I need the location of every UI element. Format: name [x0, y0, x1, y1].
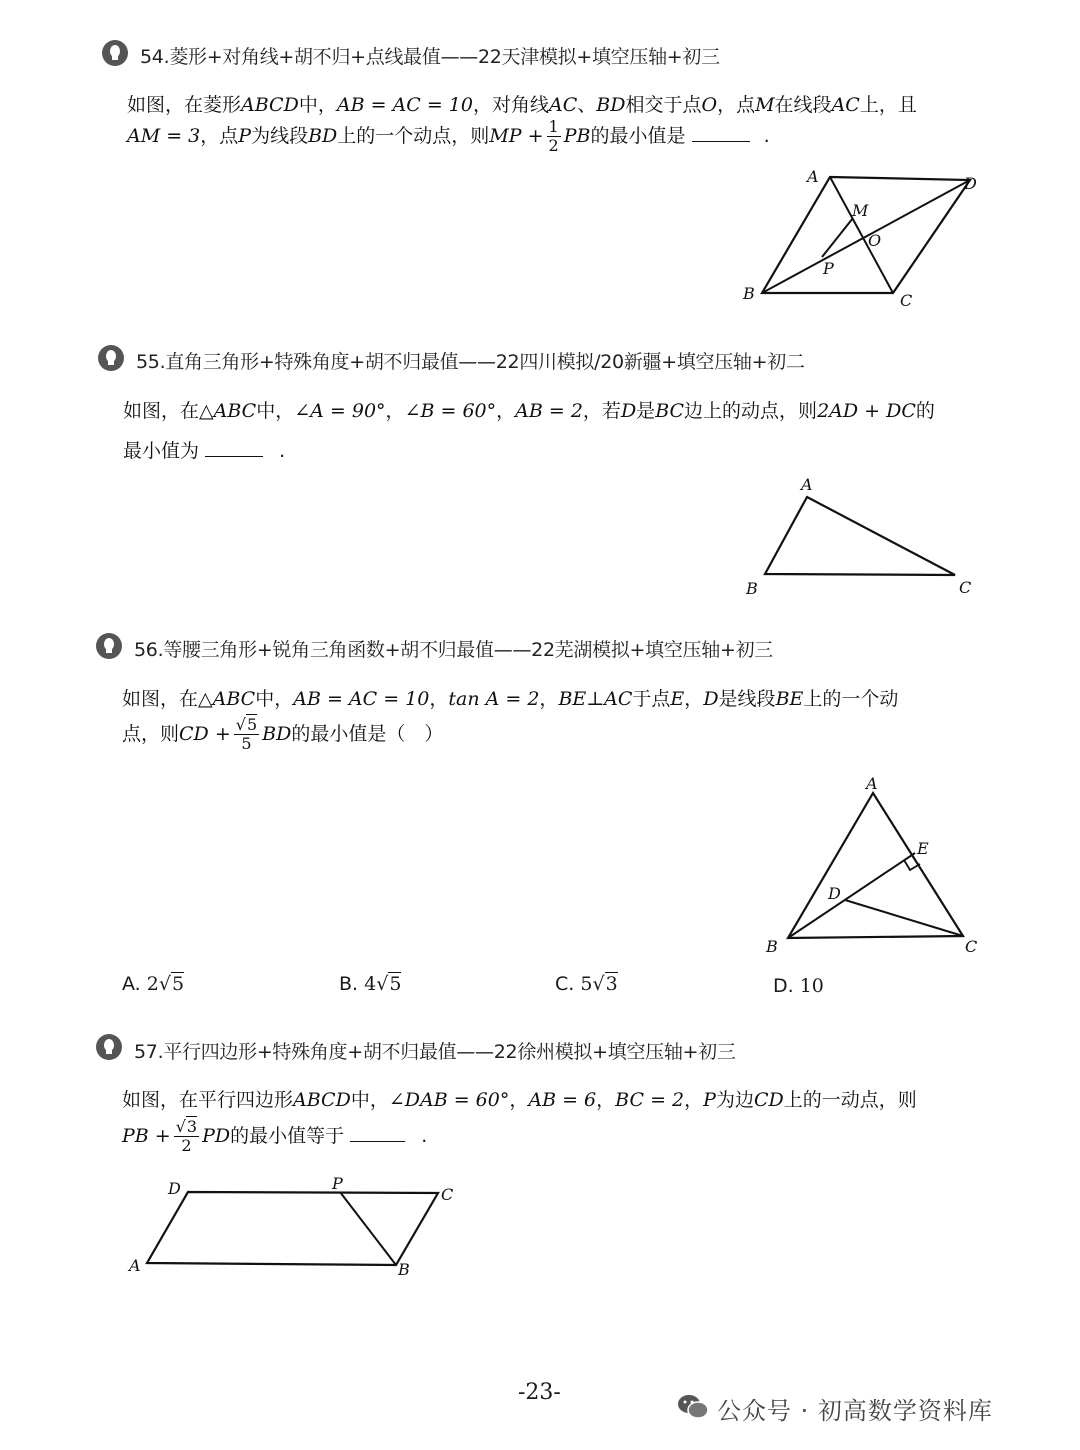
- isosceles-triangle-figure: [755, 770, 990, 960]
- math: AC: [831, 94, 860, 116]
- option-coefficient: 4: [364, 973, 377, 995]
- math: MP +: [489, 125, 544, 147]
- page-number: -23-: [518, 1380, 561, 1405]
- math: tan A = 2: [448, 688, 540, 710]
- math: PB: [563, 125, 591, 147]
- problem-55-text-line2: [123, 436, 285, 463]
- problem-54-text-line1: [127, 90, 917, 117]
- problem-bullet-icon: [98, 345, 124, 371]
- math: CD +: [179, 723, 231, 745]
- option-d[interactable]: [773, 975, 824, 997]
- math: 2AD + DC: [817, 400, 916, 422]
- text: 的: [915, 400, 935, 422]
- math: ABCD: [241, 94, 299, 116]
- radical-sign: √: [592, 973, 605, 995]
- math: ∠A = 90°: [294, 400, 386, 422]
- math: BE⊥AC: [558, 688, 633, 710]
- point-label-p: P: [332, 1174, 343, 1193]
- vertex-label-c: C: [959, 578, 972, 597]
- math: PB +: [122, 1125, 171, 1147]
- problem-54-heading: 54.菱形+对角线+胡不归+点线最值——22天津模拟+填空压轴+初三: [140, 46, 720, 68]
- math: AB = AC = 10: [336, 94, 473, 116]
- vertex-label-c: C: [900, 291, 913, 310]
- text: 上的一个动点，则: [337, 125, 490, 147]
- parallelogram-figure: [120, 1170, 465, 1285]
- text: 是: [636, 400, 656, 422]
- problem-54-text-line2: [127, 118, 770, 155]
- option-letter: D.: [773, 975, 794, 997]
- text: 中，: [256, 400, 295, 422]
- point-label-o: O: [868, 231, 882, 250]
- text: 为边: [715, 1089, 754, 1111]
- math: M: [755, 94, 775, 116]
- vertex-label-d: D: [964, 174, 977, 193]
- vertex-label-a: A: [129, 1256, 141, 1275]
- math: O: [701, 94, 718, 116]
- fraction: [234, 716, 259, 753]
- fraction-numerator: [234, 716, 259, 735]
- text: 最小值为: [123, 440, 200, 462]
- text: .: [421, 1125, 428, 1147]
- text: ，: [539, 688, 559, 710]
- option-letter: C.: [555, 973, 575, 995]
- point-label-d: D: [828, 884, 841, 903]
- radicand: 5: [171, 973, 185, 995]
- text: 如图，在△: [122, 688, 213, 710]
- text: .: [279, 440, 286, 462]
- math: AM = 3: [127, 125, 201, 147]
- vertex-label-a: A: [866, 774, 878, 793]
- radical-sign: √: [235, 715, 246, 734]
- watermark-text: 公众号 · 初高数学资料库: [717, 1397, 993, 1425]
- problem-57-text-line1: [122, 1085, 917, 1112]
- vertex-label-b: B: [398, 1260, 410, 1279]
- math: AB = AC = 10: [293, 688, 430, 710]
- text: ，: [596, 1089, 616, 1111]
- math: PD: [202, 1125, 231, 1147]
- text: ，: [509, 1089, 529, 1111]
- text: 、: [577, 94, 597, 116]
- text: ，对角线: [472, 94, 549, 116]
- problem-56-heading: 56.等腰三角形+锐角三角函数+胡不归最值——22芜湖模拟+填空压轴+初三: [134, 639, 773, 661]
- text: 如图，在平行四边形: [122, 1089, 294, 1111]
- text: 是线段: [718, 688, 776, 710]
- text: 上，且: [859, 94, 917, 116]
- text: ，: [684, 1089, 704, 1111]
- vertex-label-c: C: [965, 937, 978, 956]
- fraction-numerator: 1: [548, 117, 559, 136]
- problem-55-text-line1: [123, 396, 935, 423]
- text: 中，: [255, 688, 294, 710]
- math: BD: [596, 94, 626, 116]
- radical-sign: √: [175, 1117, 186, 1136]
- option-b[interactable]: [339, 973, 401, 995]
- option-c[interactable]: [555, 973, 618, 995]
- math: E: [670, 688, 685, 710]
- text: ，若: [582, 400, 621, 422]
- text: 的最小值等于: [230, 1125, 345, 1147]
- math: BC = 2: [615, 1089, 685, 1111]
- text: 如图，在菱形: [127, 94, 242, 116]
- math: BE: [775, 688, 804, 710]
- radical-sign: √: [158, 973, 171, 995]
- math: P: [238, 125, 252, 147]
- math: ∠DAB = 60°: [388, 1089, 510, 1111]
- point-label-e: E: [917, 839, 929, 858]
- vertex-label-a: A: [801, 475, 813, 494]
- option-coefficient: 2: [146, 973, 159, 995]
- math: BC: [655, 400, 685, 422]
- text: 中，: [350, 1089, 389, 1111]
- text: 上的一个动: [803, 688, 899, 710]
- text: 于点: [632, 688, 671, 710]
- text: 中，: [298, 94, 337, 116]
- fraction: [174, 1118, 199, 1155]
- math: CD: [753, 1089, 784, 1111]
- problem-57-heading: 57.平行四边形+特殊角度+胡不归最值——22徐州模拟+填空压轴+初三: [134, 1041, 736, 1063]
- text: .: [763, 125, 770, 147]
- vertex-label-a: A: [807, 167, 819, 186]
- math: BD: [308, 125, 338, 147]
- math: ABCD: [293, 1089, 351, 1111]
- option-letter: B.: [339, 973, 359, 995]
- math: ABC: [212, 688, 256, 710]
- answer-blank: [350, 1141, 405, 1142]
- wechat-icon: [676, 1392, 710, 1422]
- math: D: [620, 400, 637, 422]
- problem-bullet-icon: [102, 40, 128, 66]
- text: 为线段: [251, 125, 309, 147]
- math: ABC: [213, 400, 257, 422]
- point-label-m: M: [852, 201, 869, 220]
- point-label-p: P: [823, 259, 834, 278]
- vertex-label-d: D: [168, 1179, 181, 1198]
- text: 相交于点: [625, 94, 702, 116]
- problem-57-text-line2: [122, 1118, 427, 1155]
- vertex-label-c: C: [441, 1185, 454, 1204]
- fraction-denominator: 2: [548, 136, 559, 155]
- radicand: 3: [186, 1117, 198, 1136]
- vertex-label-b: B: [743, 284, 755, 303]
- text: 的最小值是: [590, 125, 686, 147]
- radicand: 3: [605, 973, 618, 995]
- option-a[interactable]: [122, 973, 184, 995]
- problem-55-heading: 55.直角三角形+特殊角度+胡不归最值——22四川模拟/20新疆+填空压轴+初二: [136, 351, 805, 373]
- math: AB = 2: [515, 400, 583, 422]
- text: 上的一动点，则: [783, 1089, 917, 1111]
- math: BD: [262, 723, 292, 745]
- problem-bullet-icon: [96, 633, 122, 659]
- text: 的最小值是（ ）: [291, 723, 444, 745]
- math: D: [703, 688, 719, 710]
- text: 点，则: [122, 723, 180, 745]
- answer-blank: [205, 456, 263, 457]
- option-coefficient: 10: [799, 975, 824, 997]
- text: 边上的动点，则: [684, 400, 818, 422]
- problem-56-text-line1: [122, 684, 898, 711]
- text: ，: [496, 400, 516, 422]
- vertex-label-b: B: [746, 579, 758, 598]
- math: P: [703, 1089, 716, 1111]
- radical-sign: √: [376, 973, 389, 995]
- right-triangle-figure: [740, 470, 985, 600]
- rhombus-figure: [740, 165, 990, 310]
- text: ，: [684, 688, 704, 710]
- text: ，点: [200, 125, 239, 147]
- problem-56-text-line2: [122, 716, 443, 753]
- math: ∠B = 60°: [404, 400, 497, 422]
- text: 在线段: [774, 94, 832, 116]
- text: ，点: [717, 94, 756, 116]
- fraction-denominator: 5: [241, 734, 252, 753]
- radicand: 5: [389, 973, 402, 995]
- option-letter: A.: [122, 973, 141, 995]
- math: AC: [548, 94, 578, 116]
- text: ，: [429, 688, 449, 710]
- text: ，: [385, 400, 405, 422]
- text: 如图，在△: [123, 400, 214, 422]
- radicand: 5: [246, 715, 258, 734]
- fraction: [547, 118, 561, 155]
- fraction-numerator: [174, 1118, 199, 1137]
- fraction-denominator: 2: [181, 1136, 192, 1155]
- problem-bullet-icon: [96, 1034, 122, 1060]
- math: AB = 6: [528, 1089, 597, 1111]
- vertex-label-b: B: [766, 937, 778, 956]
- answer-blank: [692, 141, 750, 142]
- option-coefficient: 5: [580, 973, 593, 995]
